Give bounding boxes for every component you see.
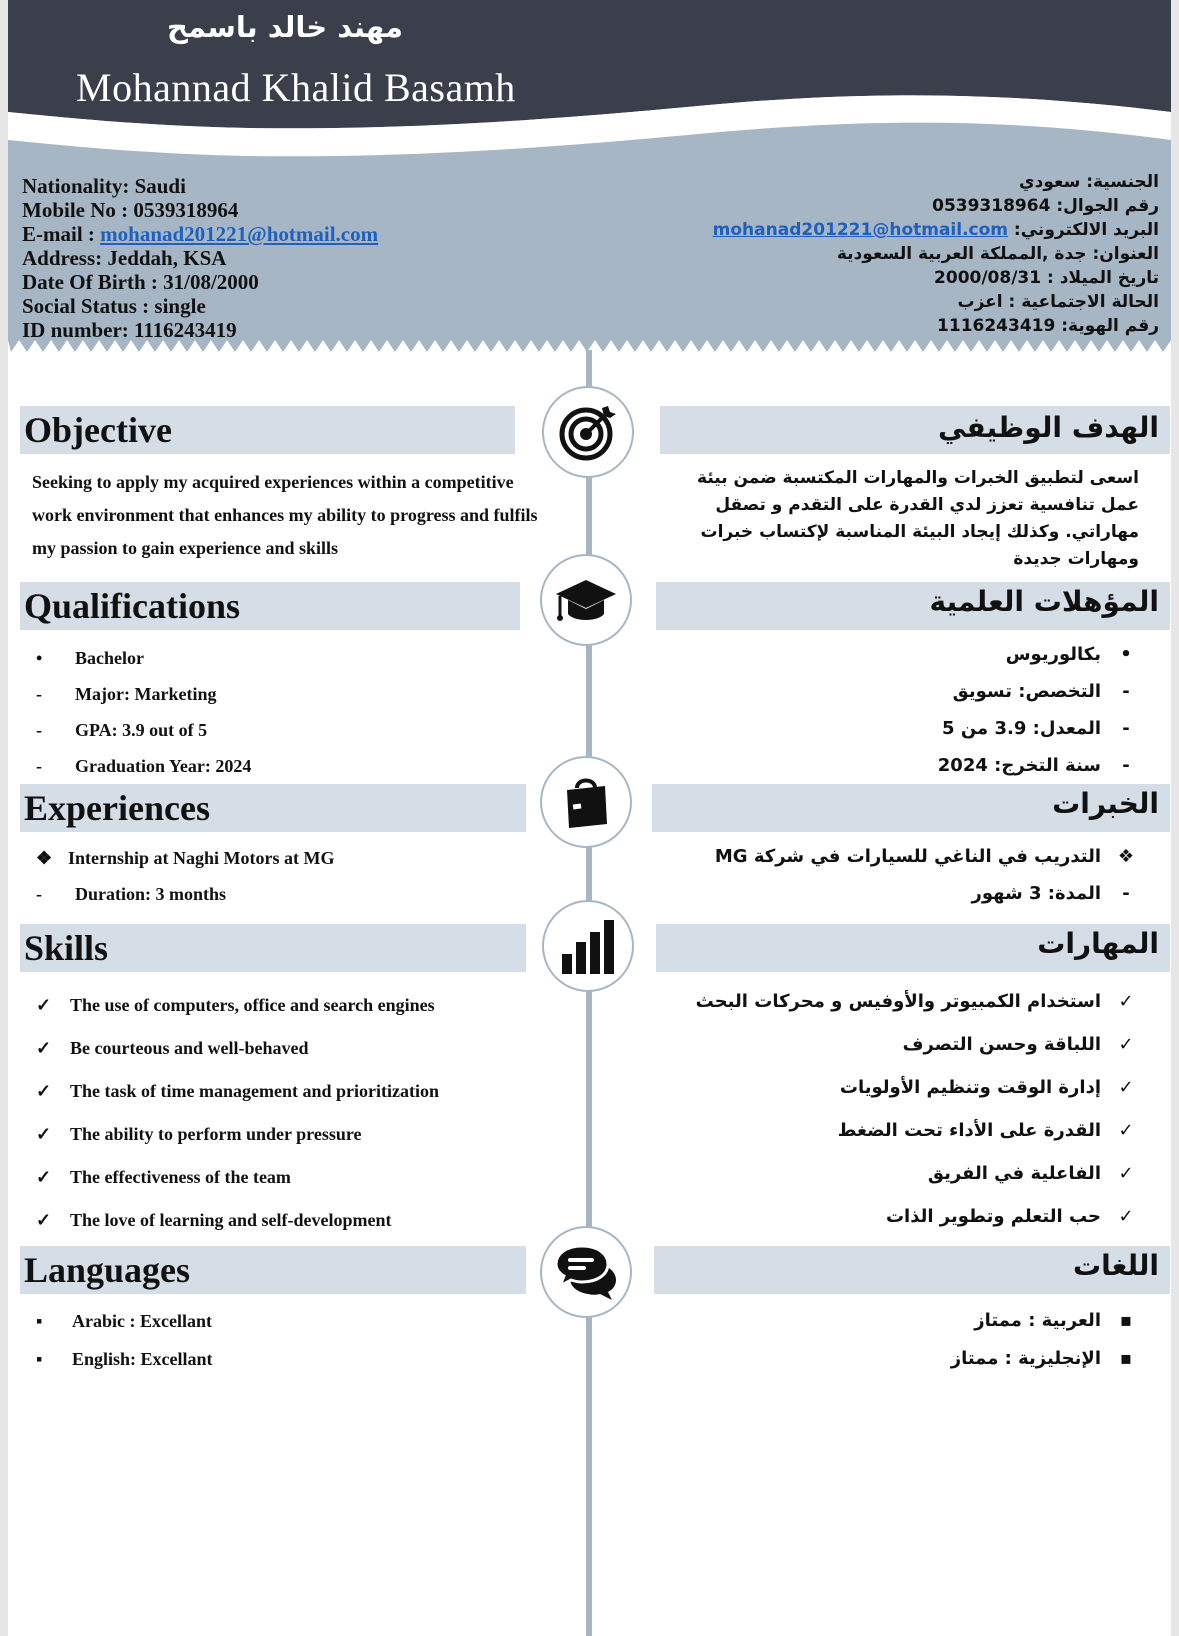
experiences-title-en: Experiences <box>24 788 210 828</box>
social-status-en: Social Status : single <box>22 294 206 318</box>
list-item: ❖ التدريب في الناغي للسيارات في شركة MG <box>714 846 1135 867</box>
list-item: ▪ Arabic : Excellant <box>36 1311 212 1331</box>
languages-list-en <box>30 1302 213 1378</box>
list-item: ✓ The love of learning and self-development <box>36 1210 392 1230</box>
email-link-en[interactable]: mohanad201221@hotmail.com <box>100 222 379 246</box>
nationality-ar: الجنسية: سعودي <box>1019 172 1159 192</box>
list-item: ✓ إدارة الوقت وتنظيم الأولويات <box>839 1077 1134 1098</box>
skills-list-ar <box>659 980 1139 1238</box>
email-row-ar <box>599 218 1159 242</box>
list-item: ▪ الإنجليزية : ممتاز <box>950 1348 1133 1369</box>
qualifications-list-en <box>30 640 251 784</box>
page-edge-right <box>1171 0 1179 1636</box>
list-item: ✓ استخدام الكمبيوتر والأوفيس و محركات البحث <box>695 991 1134 1012</box>
experiences-title-ar: الخبرات <box>1052 787 1159 820</box>
name-arabic: مهند خالد باسمح <box>167 10 403 44</box>
experiences-icon-circle <box>540 756 632 848</box>
list-item: - GPA: 3.9 out of 5 <box>36 720 208 740</box>
social-status-ar: الحالة الاجتماعية : اعزب <box>957 292 1159 312</box>
qualifications-list-ar <box>659 636 1139 784</box>
list-item: ▪ English: Excellant <box>36 1349 213 1369</box>
list-item: - المعدل: 3.9 من 5 <box>942 718 1130 739</box>
list-item: ✓ The task of time management and prioritization <box>36 1081 439 1101</box>
list-item: • Bachelor <box>36 648 144 668</box>
languages-list-ar <box>659 1302 1139 1378</box>
list-item: ✓ القدرة على الأداء تحت الضغط <box>837 1120 1134 1141</box>
list-item: - سنة التخرج: 2024 <box>937 755 1130 776</box>
contact-info-arabic <box>599 170 1159 338</box>
id-number-ar: رقم الهوية: 1116243419 <box>937 316 1159 336</box>
nationality-en: Nationality: Saudi <box>22 174 186 198</box>
mobile-ar: رقم الجوال: 0539318964 <box>932 196 1159 216</box>
address-en: Address: Jeddah, KSA <box>22 246 227 270</box>
bar-chart-icon <box>558 916 618 976</box>
list-item: ✓ Be courteous and well-behaved <box>36 1038 309 1058</box>
email-row-en <box>22 222 542 246</box>
dob-en: Date Of Birth : 31/08/2000 <box>22 270 259 294</box>
skills-icon-circle <box>542 900 634 992</box>
id-number-en: ID number: 1116243419 <box>22 318 237 342</box>
objective-text-en: Seeking to apply my acquired experiences within a competitive work environment that enhances my ability to progress and fulfils my passion to gain experience and skills <box>32 472 538 558</box>
skills-list-en <box>30 984 439 1242</box>
email-link-ar[interactable]: mohanad201221@hotmail.com <box>712 220 1009 240</box>
list-item: ▪ العربية : ممتاز <box>974 1310 1133 1331</box>
list-item: - Duration: 3 months <box>36 884 227 904</box>
list-item: ✓ الفاعلية في الفريق <box>927 1163 1134 1184</box>
dob-ar: تاريخ الميلاد : 2000/08/31 <box>934 268 1159 288</box>
experiences-list-en <box>30 840 335 912</box>
list-item: - المدة: 3 شهور <box>971 883 1130 904</box>
name-english: Mohannad Khalid Basamh <box>76 65 516 110</box>
objective-icon-circle <box>542 386 634 478</box>
target-icon <box>558 402 618 462</box>
qualifications-icon-circle <box>540 554 632 646</box>
contact-info-english <box>22 174 542 342</box>
shopping-bag-icon <box>561 774 611 830</box>
chat-bubbles-icon <box>554 1242 618 1302</box>
email-label-en: E-mail : <box>22 222 101 246</box>
graduation-cap-icon <box>554 572 618 628</box>
list-item: - Graduation Year: 2024 <box>36 756 252 776</box>
languages-icon-circle <box>540 1226 632 1318</box>
list-item: ✓ The effectiveness of the team <box>36 1167 291 1187</box>
page-edge-left <box>0 0 8 1636</box>
qualifications-title-ar: المؤهلات العلمية <box>929 585 1159 618</box>
list-item: - التخصص: تسويق <box>952 681 1130 702</box>
skills-title-en: Skills <box>24 928 109 968</box>
qualifications-title-en: Qualifications <box>24 586 241 626</box>
experiences-list-ar <box>659 838 1139 912</box>
list-item: ✓ اللباقة وحسن التصرف <box>902 1034 1134 1055</box>
languages-title-en: Languages <box>24 1250 191 1290</box>
objective-title-ar: الهدف الوظيفي <box>938 411 1159 444</box>
objective-text-ar: اسعى لتطبيق الخبرات والمهارات المكتسبة ضمن بيئة عمل تنافسية تعزز لدي القدرة على التقدم و تصقل مهاراتي. وكذلك إيجاد البيئة المناسبة لإكتساب خبرات ومهارات جديدة <box>697 468 1139 569</box>
mobile-en: Mobile No : 0539318964 <box>22 198 239 222</box>
list-item: • بكالوريوس <box>1005 644 1132 665</box>
email-label-ar: البريد الالكتروني: <box>1008 220 1159 240</box>
list-item: ✓ حب التعلم وتطوير الذات <box>885 1206 1134 1227</box>
list-item: ❖ Internship at Naghi Motors at MG <box>36 848 335 868</box>
list-item: - Major: Marketing <box>36 684 217 704</box>
address-ar: العنوان: جدة ,المملكة العربية السعودية <box>836 244 1159 264</box>
objective-title-en: Objective <box>24 410 172 450</box>
skills-title-ar: المهارات <box>1037 927 1159 960</box>
timeline-line <box>586 350 592 1636</box>
languages-title-ar: اللغات <box>1073 1249 1159 1282</box>
list-item: ✓ The use of computers, office and search engines <box>36 995 435 1015</box>
list-item: ✓ The ability to perform under pressure <box>36 1124 362 1144</box>
